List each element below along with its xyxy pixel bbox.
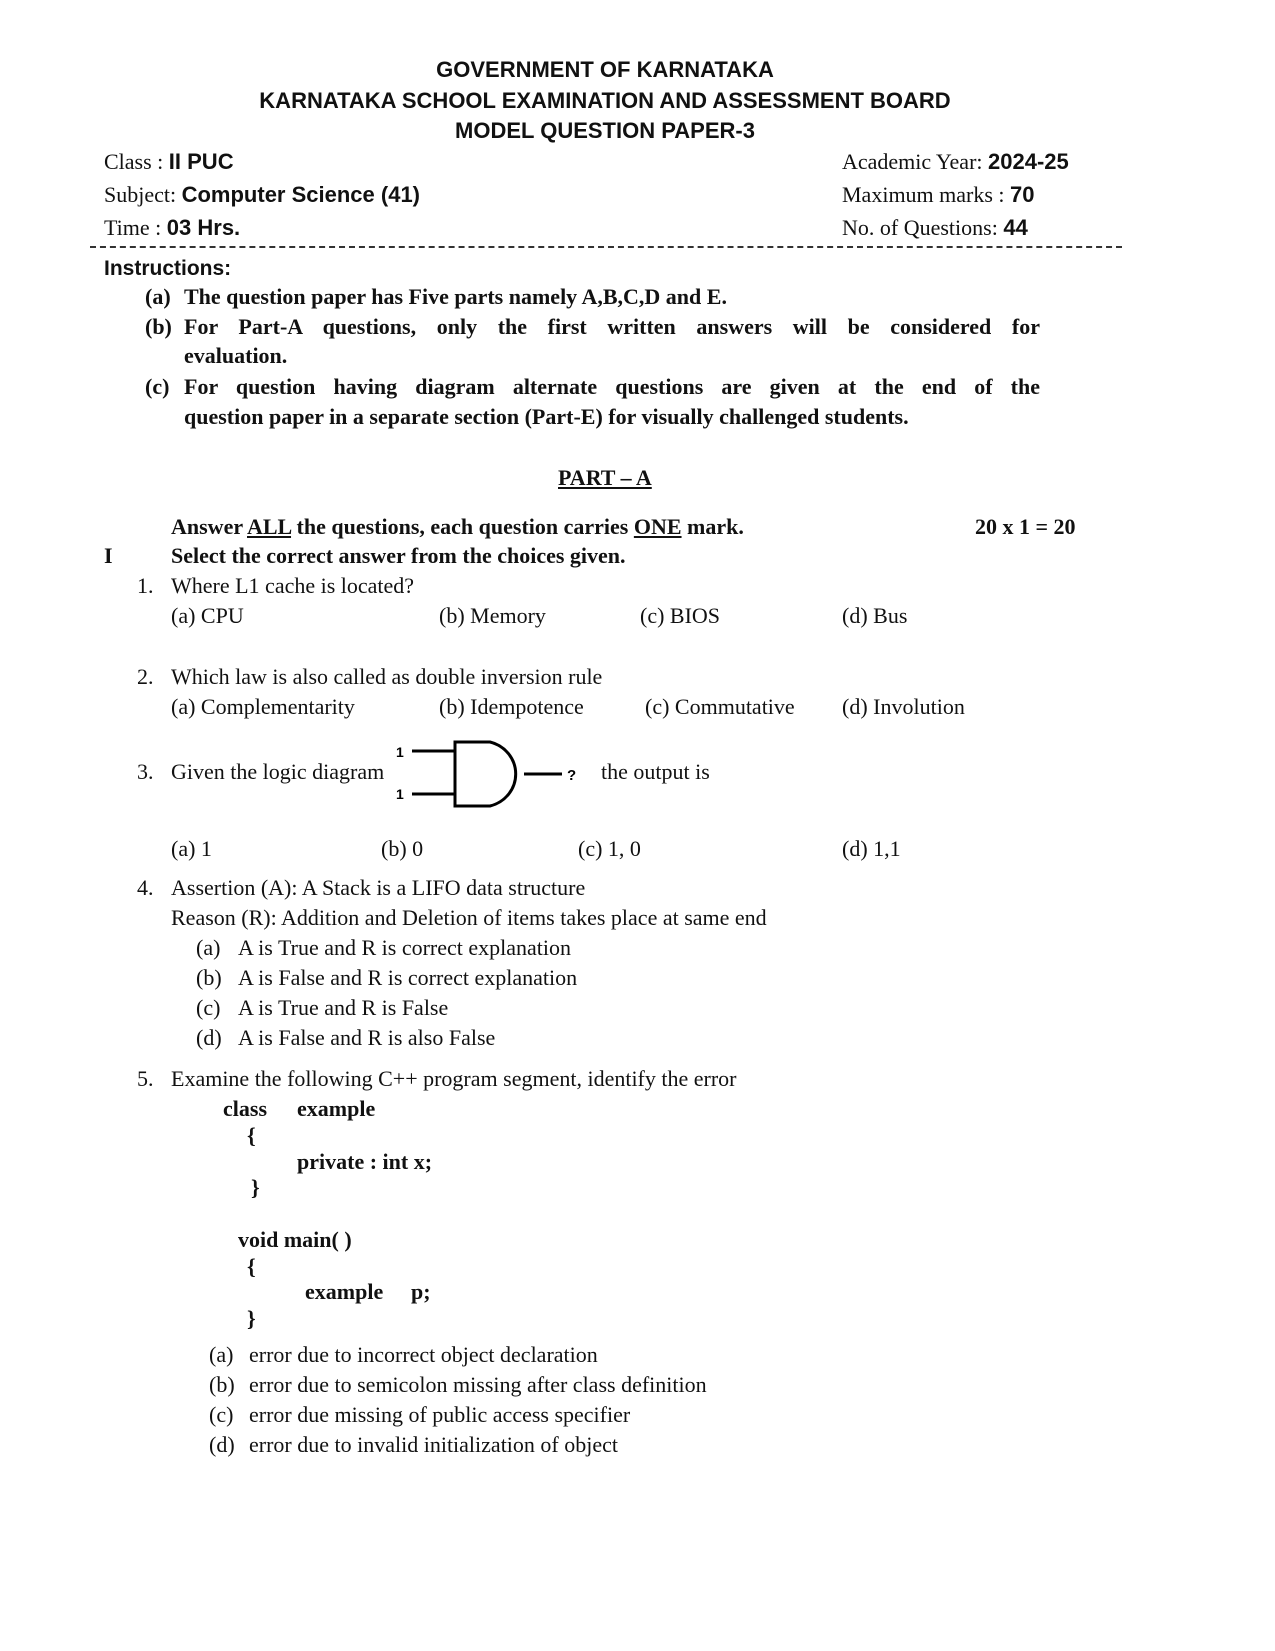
option: (c) 1, 0	[578, 836, 641, 861]
question-text: Where L1 cache is located?	[171, 573, 415, 598]
option: A is True and R is False	[238, 995, 449, 1020]
option-label: (c)	[196, 995, 221, 1020]
option-label: (b)	[209, 1372, 235, 1397]
code-brace: {	[247, 1123, 256, 1148]
reason-text: Reason (R): Addition and Deletion of items takes place at same end	[171, 905, 767, 930]
gate-input-1: 1	[396, 744, 404, 760]
option: (c) BIOS	[640, 603, 721, 628]
question-number: 2.	[137, 664, 154, 689]
option: (d) 1,1	[842, 836, 901, 861]
option-label: (a)	[196, 935, 221, 960]
gate-output: ?	[567, 767, 577, 784]
option: (a) 1	[171, 836, 212, 861]
option-label: (d)	[209, 1432, 235, 1457]
option: error due to semicolon missing after class definition	[249, 1372, 707, 1397]
divider	[90, 246, 1122, 248]
question-number: 4.	[137, 875, 154, 900]
option: A is False and R is correct explanation	[238, 965, 578, 990]
and-gate-diagram	[390, 738, 590, 810]
question-text: Examine the following C++ program segment, identify the error	[171, 1066, 737, 1091]
option: (a) Complementarity	[171, 694, 355, 719]
option-label: (a)	[209, 1342, 234, 1367]
instruction-b-line1: For Part-A questions, only the first written answers will be considered for	[184, 314, 1040, 339]
option: error due missing of public access specifier	[249, 1402, 631, 1427]
option: A is True and R is correct explanation	[238, 935, 572, 960]
time-info: Time : 03 Hrs.	[104, 215, 241, 240]
instruction-c-label: (c)	[145, 374, 170, 399]
code-class-keyword: class	[223, 1096, 267, 1121]
gate-input-2: 1	[396, 786, 404, 802]
question-number: 1.	[137, 573, 154, 598]
code-private: private : int x;	[297, 1149, 433, 1174]
code-decl-var: p;	[411, 1279, 431, 1304]
question-text: Assertion (A): A Stack is a LIFO data structure	[171, 875, 586, 900]
code-brace: }	[247, 1306, 256, 1331]
header-government: GOVERNMENT OF KARNATAKA	[436, 57, 774, 82]
instruction-c-line2: question paper in a separate section (Part-E) for visually challenged students.	[184, 404, 909, 429]
question-count: No. of Questions: 44	[842, 215, 1028, 240]
option: A is False and R is also False	[238, 1025, 496, 1050]
question-text: Which law is also called as double inversion rule	[171, 664, 603, 689]
instruction-a: The question paper has Five parts namely A,B,C,D and E.	[184, 284, 727, 309]
class-info: Class : II PUC	[104, 149, 234, 174]
header-board: KARNATAKA SCHOOL EXAMINATION AND ASSESSMENT BOARD	[259, 88, 951, 113]
option: (b) Idempotence	[439, 694, 584, 719]
option: (b) 0	[381, 836, 424, 861]
header-paper-title: MODEL QUESTION PAPER-3	[455, 118, 755, 143]
option: (a) CPU	[171, 603, 244, 628]
option-label: (d)	[196, 1025, 222, 1050]
section-number: I	[104, 543, 113, 568]
question-text: Given the logic diagram	[171, 759, 385, 784]
code-brace: {	[247, 1254, 256, 1279]
option: error due to invalid initialization of object	[249, 1432, 618, 1457]
instruction-c-line1: For question having diagram alternate questions are given at the end of the	[184, 374, 1040, 399]
option: (d) Bus	[842, 603, 908, 628]
instructions-title: Instructions:	[104, 257, 232, 280]
question-number: 3.	[137, 759, 154, 784]
maximum-marks: Maximum marks : 70	[842, 182, 1035, 207]
instruction-b-label: (b)	[145, 314, 172, 339]
academic-year: Academic Year: 2024-25	[842, 149, 1069, 174]
code-main: void main( )	[238, 1227, 352, 1252]
option: error due to incorrect object declaration	[249, 1342, 598, 1367]
part-instruction: Answer ALL the questions, each question carries ONE mark.	[171, 514, 744, 539]
option: (d) Involution	[842, 694, 965, 719]
option-label: (c)	[209, 1402, 234, 1427]
option-label: (b)	[196, 965, 222, 990]
option: (b) Memory	[439, 603, 546, 628]
code-class-name: example	[297, 1096, 376, 1121]
question-text-after: the output is	[601, 759, 710, 784]
subject-info: Subject: Computer Science (41)	[104, 182, 421, 207]
question-number: 5.	[137, 1066, 154, 1091]
code-decl-type: example	[305, 1279, 384, 1304]
instruction-b-line2: evaluation.	[184, 343, 288, 368]
option: (c) Commutative	[645, 694, 795, 719]
section-instruction: Select the correct answer from the choices given.	[171, 543, 626, 568]
code-brace: }	[251, 1175, 260, 1200]
part-title: PART – A	[558, 465, 652, 490]
and-gate-icon	[455, 742, 516, 806]
part-marks: 20 x 1 = 20	[975, 514, 1076, 539]
instruction-a-label: (a)	[145, 284, 171, 309]
